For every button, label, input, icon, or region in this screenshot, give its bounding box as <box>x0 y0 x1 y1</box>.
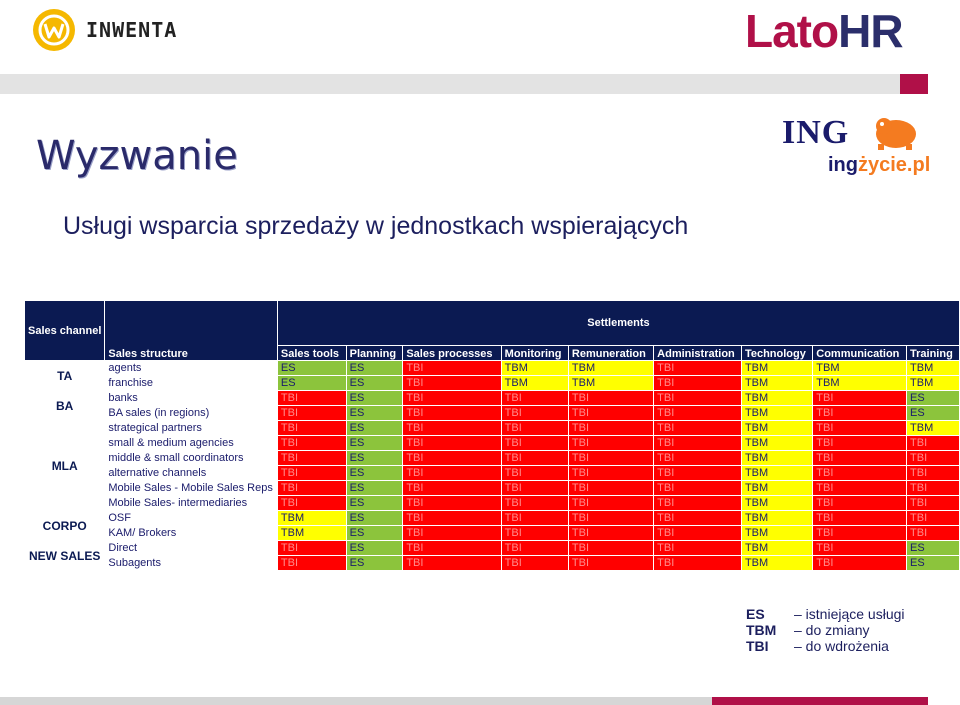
status-cell: ES <box>277 361 346 376</box>
status-cell: ES <box>346 406 403 421</box>
structure-cell: small & medium agencies <box>105 436 278 451</box>
status-cell: TBI <box>501 541 568 556</box>
status-cell: TBI <box>403 511 501 526</box>
status-cell: TBM <box>741 541 812 556</box>
status-cell: TBI <box>568 541 653 556</box>
settlements-header: Settlements <box>277 301 959 346</box>
status-cell: TBI <box>501 496 568 511</box>
status-cell: ES <box>346 451 403 466</box>
status-cell: TBI <box>501 511 568 526</box>
structure-cell: strategical partners <box>105 421 278 436</box>
status-cell: ES <box>346 511 403 526</box>
page-title: Wyzwanie <box>36 133 238 179</box>
table-row <box>25 556 960 571</box>
status-cell: TBM <box>907 376 960 391</box>
table-row <box>25 526 960 541</box>
status-cell: TBI <box>568 391 653 406</box>
structure-cell: alternative channels <box>105 466 278 481</box>
status-cell: TBI <box>654 451 742 466</box>
status-cell: TBI <box>654 496 742 511</box>
status-cell: TBM <box>813 361 907 376</box>
latohr-logo-part2: HR <box>838 5 903 57</box>
structure-cell: Mobile Sales - Mobile Sales Reps <box>105 481 278 496</box>
status-cell: ES <box>907 541 960 556</box>
table-row <box>25 466 960 481</box>
status-cell: TBI <box>568 481 653 496</box>
status-cell: ES <box>346 526 403 541</box>
status-cell: TBI <box>907 451 960 466</box>
matrix-body <box>25 361 960 571</box>
structure-cell: Mobile Sales- intermediaries <box>105 496 278 511</box>
status-cell: TBI <box>568 421 653 436</box>
column-header: Monitoring <box>501 346 568 361</box>
structure-cell: middle & small coordinators <box>105 451 278 466</box>
status-cell: TBI <box>654 406 742 421</box>
status-cell: TBI <box>907 526 960 541</box>
channel-cell: TA <box>25 361 105 391</box>
status-cell: TBI <box>501 526 568 541</box>
status-cell: TBI <box>654 556 742 571</box>
status-cell: TBI <box>403 526 501 541</box>
status-cell: TBI <box>403 361 501 376</box>
channel-cell: NEW SALES <box>25 541 105 571</box>
status-cell: TBI <box>403 451 501 466</box>
legend-key: TBM <box>746 622 777 638</box>
status-cell: TBI <box>403 496 501 511</box>
status-cell: ES <box>907 391 960 406</box>
status-cell: TBI <box>403 436 501 451</box>
status-cell: TBM <box>741 376 812 391</box>
status-cell: TBM <box>568 376 653 391</box>
status-cell: TBM <box>501 376 568 391</box>
column-header: Sales processes <box>403 346 501 361</box>
status-cell: ES <box>346 466 403 481</box>
status-cell: TBM <box>501 361 568 376</box>
status-cell: TBI <box>403 481 501 496</box>
status-cell: TBM <box>907 421 960 436</box>
table-row <box>25 376 960 391</box>
status-cell: TBI <box>813 556 907 571</box>
structure-cell: OSF <box>105 511 278 526</box>
status-cell: TBI <box>501 436 568 451</box>
channel-header: Sales channel <box>25 301 105 361</box>
ing-site <box>828 154 930 177</box>
channel-cell: MLA <box>25 421 105 511</box>
settlements-matrix <box>24 300 960 571</box>
status-cell: TBI <box>277 421 346 436</box>
structure-cell: KAM/ Brokers <box>105 526 278 541</box>
status-cell: TBI <box>568 451 653 466</box>
status-cell: TBI <box>501 451 568 466</box>
legend-value: – do zmiany <box>794 622 870 638</box>
status-cell: TBI <box>654 526 742 541</box>
header-divider-accent <box>900 74 928 94</box>
status-cell: ES <box>346 376 403 391</box>
status-cell: TBI <box>907 466 960 481</box>
status-cell: TBI <box>277 466 346 481</box>
status-cell: TBM <box>741 436 812 451</box>
status-cell: TBI <box>403 406 501 421</box>
status-cell: TBI <box>277 451 346 466</box>
status-cell: TBM <box>907 361 960 376</box>
structure-header: Sales structure <box>105 301 278 361</box>
status-cell: TBI <box>654 376 742 391</box>
status-cell: TBI <box>813 541 907 556</box>
status-cell: TBI <box>654 466 742 481</box>
status-cell: TBI <box>403 466 501 481</box>
status-cell: TBI <box>813 526 907 541</box>
channel-cell: BA <box>25 391 105 421</box>
inwenta-logo-icon <box>32 8 76 52</box>
status-cell: TBI <box>813 511 907 526</box>
status-cell: ES <box>907 406 960 421</box>
status-cell: TBI <box>403 556 501 571</box>
table-row <box>25 391 960 406</box>
status-cell: TBI <box>813 466 907 481</box>
status-cell: TBI <box>907 436 960 451</box>
status-cell: TBI <box>568 406 653 421</box>
status-cell: TBI <box>813 451 907 466</box>
table-row <box>25 496 960 511</box>
status-cell: TBI <box>277 436 346 451</box>
status-cell: TBI <box>403 376 501 391</box>
column-header: Planning <box>346 346 403 361</box>
status-cell: TBI <box>501 556 568 571</box>
status-cell: TBI <box>277 406 346 421</box>
status-cell: TBI <box>277 556 346 571</box>
status-cell: TBI <box>403 541 501 556</box>
table-row <box>25 421 960 436</box>
column-header: Technology <box>741 346 812 361</box>
legend <box>746 606 905 654</box>
status-cell: TBI <box>654 541 742 556</box>
status-cell: TBM <box>741 451 812 466</box>
top-bar <box>0 0 960 75</box>
status-cell: TBM <box>741 406 812 421</box>
status-cell: TBM <box>741 556 812 571</box>
column-header: Sales tools <box>277 346 346 361</box>
status-cell: TBI <box>277 541 346 556</box>
latohr-logo-part1: Lato <box>745 5 839 57</box>
status-cell: TBI <box>654 391 742 406</box>
structure-cell: banks <box>105 391 278 406</box>
column-header: Administration <box>654 346 742 361</box>
status-cell: TBI <box>813 481 907 496</box>
status-cell: ES <box>277 376 346 391</box>
ing-site-part2: życie.pl <box>858 154 931 176</box>
status-cell: TBI <box>813 421 907 436</box>
status-cell: TBM <box>741 496 812 511</box>
status-cell: ES <box>346 391 403 406</box>
status-cell: TBI <box>568 496 653 511</box>
status-cell: TBI <box>907 481 960 496</box>
structure-cell: BA sales (in regions) <box>105 406 278 421</box>
status-cell: TBM <box>813 376 907 391</box>
status-cell: TBI <box>568 556 653 571</box>
inwenta-logo-text: INWENTA <box>86 18 178 42</box>
status-cell: ES <box>346 481 403 496</box>
legend-row <box>746 638 905 654</box>
status-cell: TBM <box>277 526 346 541</box>
status-cell: TBI <box>501 481 568 496</box>
legend-value: – do wdrożenia <box>794 638 889 654</box>
status-cell: TBM <box>741 511 812 526</box>
channel-cell: CORPO <box>25 511 105 541</box>
status-cell: ES <box>346 361 403 376</box>
status-cell: TBI <box>403 421 501 436</box>
status-cell: TBM <box>741 481 812 496</box>
table-row <box>25 511 960 526</box>
status-cell: TBI <box>813 436 907 451</box>
table-row <box>25 541 960 556</box>
legend-row <box>746 622 905 638</box>
inwenta-logo <box>32 8 177 52</box>
status-cell: TBI <box>568 511 653 526</box>
footer-accent <box>712 697 928 705</box>
legend-value: – istniejące usługi <box>794 606 905 622</box>
status-cell: TBI <box>813 496 907 511</box>
column-header: Training <box>907 346 960 361</box>
page-subtitle: Usługi wsparcia sprzedaży w jednostkach wspierających <box>63 212 689 240</box>
status-cell: TBI <box>501 406 568 421</box>
status-cell: TBI <box>907 511 960 526</box>
status-cell: ES <box>346 556 403 571</box>
status-cell: TBI <box>654 361 742 376</box>
status-cell: TBM <box>741 391 812 406</box>
status-cell: TBI <box>654 511 742 526</box>
status-cell: TBI <box>501 466 568 481</box>
status-cell: TBI <box>501 391 568 406</box>
status-cell: TBI <box>277 391 346 406</box>
latohr-logo <box>745 4 903 58</box>
column-header: Communication <box>813 346 907 361</box>
status-cell: TBI <box>813 406 907 421</box>
status-cell: TBM <box>741 526 812 541</box>
table-row <box>25 436 960 451</box>
column-header: Remuneration <box>568 346 653 361</box>
table-row <box>25 451 960 466</box>
status-cell: TBI <box>568 466 653 481</box>
status-cell: TBI <box>654 436 742 451</box>
table-row <box>25 406 960 421</box>
status-cell: ES <box>907 556 960 571</box>
status-cell: ES <box>346 436 403 451</box>
status-cell: TBI <box>277 496 346 511</box>
status-cell: TBI <box>501 421 568 436</box>
status-cell: TBI <box>403 391 501 406</box>
structure-cell: agents <box>105 361 278 376</box>
legend-key: TBI <box>746 638 769 654</box>
legend-key: ES <box>746 606 765 622</box>
status-cell: TBI <box>813 391 907 406</box>
structure-cell: Subagents <box>105 556 278 571</box>
status-cell: TBI <box>568 436 653 451</box>
legend-row <box>746 606 905 622</box>
structure-cell: Direct <box>105 541 278 556</box>
table-row <box>25 481 960 496</box>
status-cell: TBM <box>741 421 812 436</box>
structure-cell: franchise <box>105 376 278 391</box>
status-cell: TBM <box>568 361 653 376</box>
status-cell: TBI <box>277 481 346 496</box>
status-cell: TBM <box>277 511 346 526</box>
status-cell: TBI <box>568 526 653 541</box>
status-cell: TBI <box>654 421 742 436</box>
table-row <box>25 361 960 376</box>
status-cell: TBI <box>654 481 742 496</box>
status-cell: ES <box>346 496 403 511</box>
ing-site-part1: ing <box>828 154 858 176</box>
status-cell: TBI <box>907 496 960 511</box>
status-cell: TBM <box>741 466 812 481</box>
status-cell: TBM <box>741 361 812 376</box>
ing-logo <box>782 110 930 182</box>
lion-icon <box>870 112 922 152</box>
footer-band <box>0 697 712 705</box>
status-cell: ES <box>346 541 403 556</box>
ing-logo-text: ING <box>782 114 850 151</box>
header-divider <box>0 74 928 94</box>
status-cell: ES <box>346 421 403 436</box>
